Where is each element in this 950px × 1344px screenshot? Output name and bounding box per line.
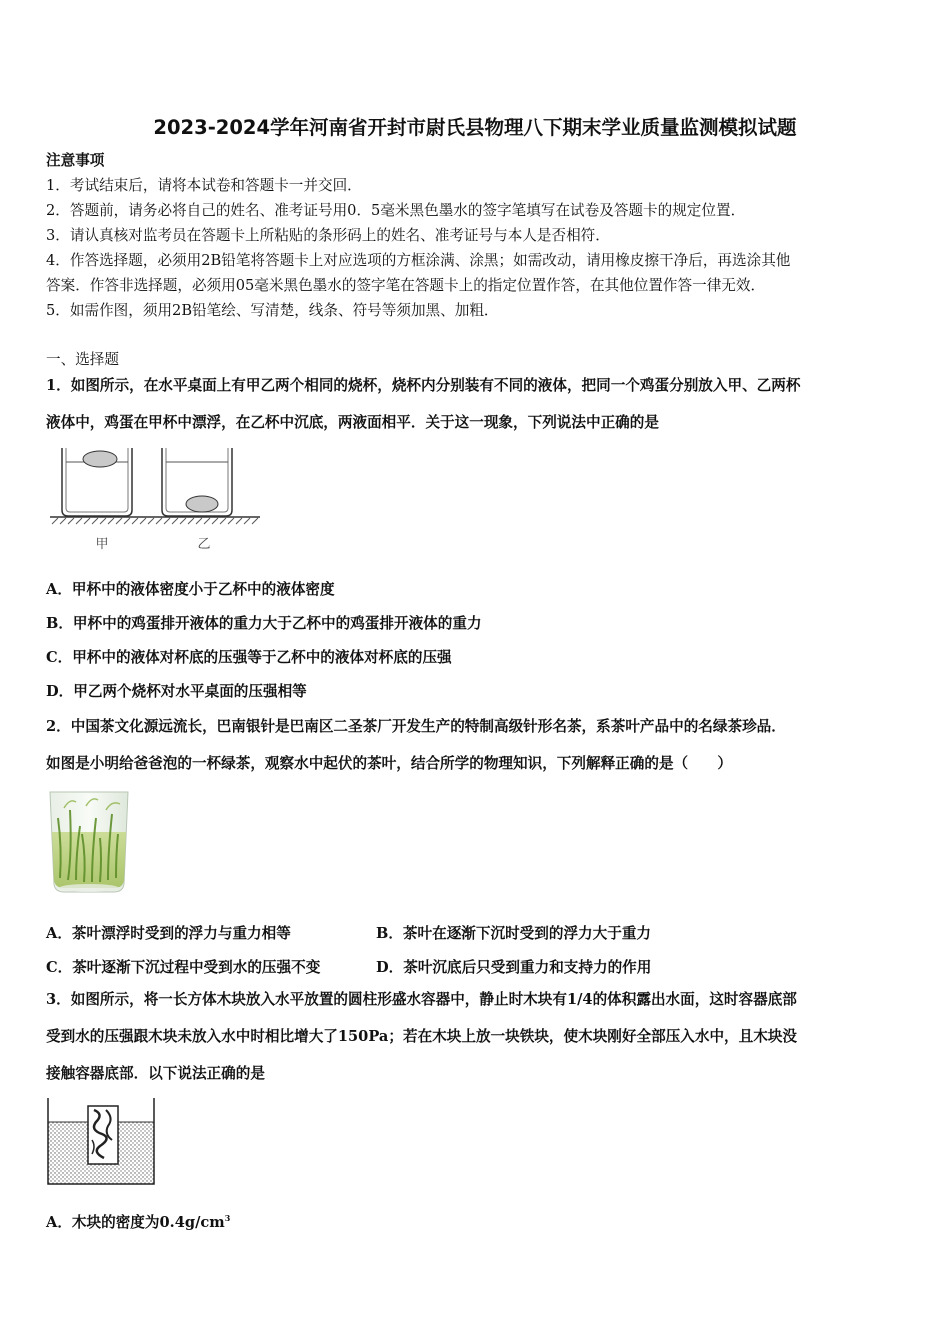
q2-option-d: D．茶叶沉底后只受到重力和支持力的作用 [376, 959, 652, 976]
beaker-yi [162, 448, 232, 516]
q3-wood-block-figure [46, 1096, 158, 1188]
green-tea-cup-image [46, 788, 132, 896]
notice-heading: 注意事项 [46, 152, 105, 169]
section-heading: 一、选择题 [46, 351, 119, 368]
q2-option-b: B．茶叶在逐渐下沉时受到的浮力大于重力 [376, 925, 652, 942]
q2-option-a: A．茶叶漂浮时受到的浮力与重力相等 [46, 925, 291, 942]
q3-stem-line: 接触容器底部．以下说法正确的是 [46, 1065, 265, 1082]
q1-option-a: A．甲杯中的液体密度小于乙杯中的液体密度 [46, 581, 335, 598]
q3-option-a-unit-exponent: 3 [224, 1213, 231, 1223]
notice-item: 3．请认真核对监考员在答题卡上所粘贴的条形码上的姓名、准考证号与本人是否相符． [46, 227, 610, 244]
q3-stem-line: 受到水的压强跟木块未放入水中时相比增大了150Pa；若在木块上放一块铁块，使木块刚好全部压入水中，且木块没 [46, 1028, 798, 1045]
q1-option-c: C．甲杯中的液体对杯底的压强等于乙杯中的液体对杯底的压强 [46, 649, 452, 666]
q1-stem-line: 液体中，鸡蛋在甲杯中漂浮，在乙杯中沉底，两液面相平．关于这一现象，下列说法中正确的是 [46, 414, 659, 431]
notice-item: 4．作答选择题，必须用2B铅笔将答题卡上对应选项的方框涂满、涂黑；如需改动，请用橡皮擦干净后，再选涂其他 [46, 252, 791, 269]
q1-stem-line: 1．如图所示，在水平桌面上有甲乙两个相同的烧杯，烧杯内分别装有不同的液体，把同一个鸡蛋分别放入甲、乙两杯 [46, 377, 801, 394]
q2-stem-line: 如图是小明给爸爸泡的一杯绿茶，观察水中起伏的茶叶，结合所学的物理知识，下列解释正确的是（ ） [46, 755, 732, 772]
q1-option-b: B．甲杯中的鸡蛋排开液体的重力大于乙杯中的鸡蛋排开液体的重力 [46, 615, 482, 632]
beaker-jia [62, 448, 132, 516]
q2-options-row [46, 922, 652, 943]
q2-option-c: C．茶叶逐渐下沉过程中受到水的压强不变 [46, 959, 321, 976]
notice-item: 答案．作答非选择题，必须用05毫米黑色墨水的签字笔在答题卡上的指定位置作答，在其他位置作答一律无效． [46, 277, 766, 294]
q2-stem-line: 2．中国茶文化源远流长，巴南银针是巴南区二圣茶厂开发生产的特制高级针形名茶，系茶叶产品中的名绿茶珍品． [46, 718, 786, 735]
label-jia: 甲 [95, 537, 109, 552]
q3-option-a-text: A．木块的密度为0.4g/cm [46, 1213, 225, 1231]
notice-item: 1．考试结束后，请将本试卷和答题卡一并交回． [46, 177, 362, 194]
q3-option-a [46, 1208, 230, 1233]
q2-options-row [46, 956, 652, 977]
q1-beakers-figure [46, 440, 266, 555]
label-yi: 乙 [197, 537, 211, 552]
q3-stem-line: 3．如图所示，将一长方体木块放入水平放置的圆柱形盛水容器中，静止时木块有1/4的体积露出水面，这时容器底部 [46, 991, 797, 1008]
q1-option-d: D．甲乙两个烧杯对水平桌面的压强相等 [46, 683, 307, 700]
notice-item: 5．如需作图，须用2B铅笔绘、写清楚，线条、符号等须加黑、加粗． [46, 302, 499, 319]
page-title: 2023-2024学年河南省开封市尉氏县物理八下期末学业质量监测模拟试题 [153, 116, 797, 139]
notice-item: 2．答题前，请务必将自己的姓名、准考证号用0．5毫米黑色墨水的签字笔填写在试卷及答题卡的规定位置． [46, 202, 746, 219]
wood-block [88, 1106, 118, 1164]
